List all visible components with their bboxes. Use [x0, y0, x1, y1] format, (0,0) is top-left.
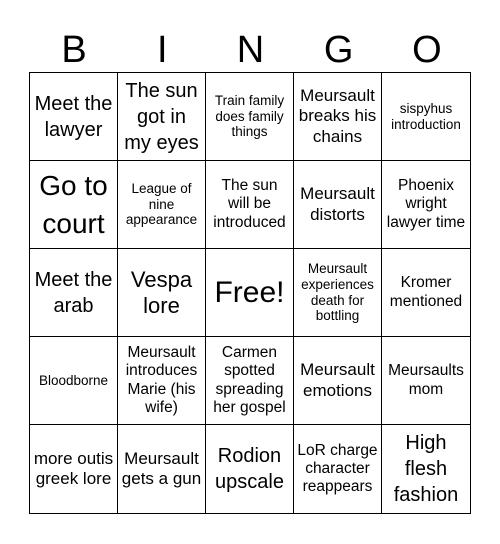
bingo-cell-r5c5[interactable]: High flesh fashion: [393, 432, 459, 506]
bingo-cell-r4c4[interactable]: Meursault emotions: [294, 337, 382, 425]
header-letter-g: G: [323, 29, 354, 71]
bingo-header: [30, 28, 471, 72]
bingo-cell-r5c4[interactable]: LoR charge character reappears: [294, 425, 382, 513]
bingo-cell-r1c5[interactable]: sispyhus introduction: [382, 73, 470, 161]
bingo-cell-r3c2[interactable]: Vespa lore: [118, 249, 206, 337]
bingo-cell-r3c5[interactable]: Kromer mentioned: [382, 249, 470, 337]
bingo-cell-r1c1[interactable]: Meet the lawyer: [30, 73, 118, 161]
bingo-cell-r4c1[interactable]: Bloodborne: [30, 337, 118, 425]
bingo-cell-r5c2[interactable]: Meursault gets a gun: [118, 425, 206, 513]
bingo-cell-r5c1[interactable]: more outis greek lore: [30, 425, 118, 513]
bingo-cell-r2c3[interactable]: The sun will be introduced: [206, 161, 294, 249]
bingo-cell-r4c5[interactable]: Meursaults mom: [382, 337, 470, 425]
bingo-grid: [29, 72, 471, 514]
bingo-cell-r1c2[interactable]: The sun got in my eyes: [118, 73, 206, 161]
bingo-cell-r1c3[interactable]: Train family does family things: [206, 73, 294, 161]
bingo-cell-r4c2[interactable]: Meursault introduces Marie (his wife): [118, 337, 206, 425]
bingo-cell-r3c4[interactable]: Meursault experiences death for bottling: [294, 249, 382, 337]
bingo-cell-r2c1[interactable]: Go to court: [30, 161, 118, 249]
bingo-cell-r4c3[interactable]: Carmen spotted spreading her gospel: [206, 337, 294, 425]
bingo-cell-r2c4[interactable]: Meursault distorts: [294, 161, 382, 249]
bingo-cell-r1c4[interactable]: Meursault breaks his chains: [294, 73, 382, 161]
header-letter-o: O: [412, 29, 442, 71]
header-letter-n: N: [236, 29, 265, 71]
bingo-cell-free[interactable]: Free!: [206, 249, 294, 337]
bingo-cell-r3c1[interactable]: Meet the arab: [30, 249, 118, 337]
bingo-cell-r2c2[interactable]: League of nine appearance: [118, 161, 206, 249]
bingo-cell-r2c5[interactable]: Phoenix wright lawyer time: [382, 161, 470, 249]
header-letter-i: I: [157, 29, 168, 71]
header-letter-b: B: [61, 29, 87, 71]
bingo-cell-r5c3[interactable]: Rodion upscale: [206, 425, 294, 513]
